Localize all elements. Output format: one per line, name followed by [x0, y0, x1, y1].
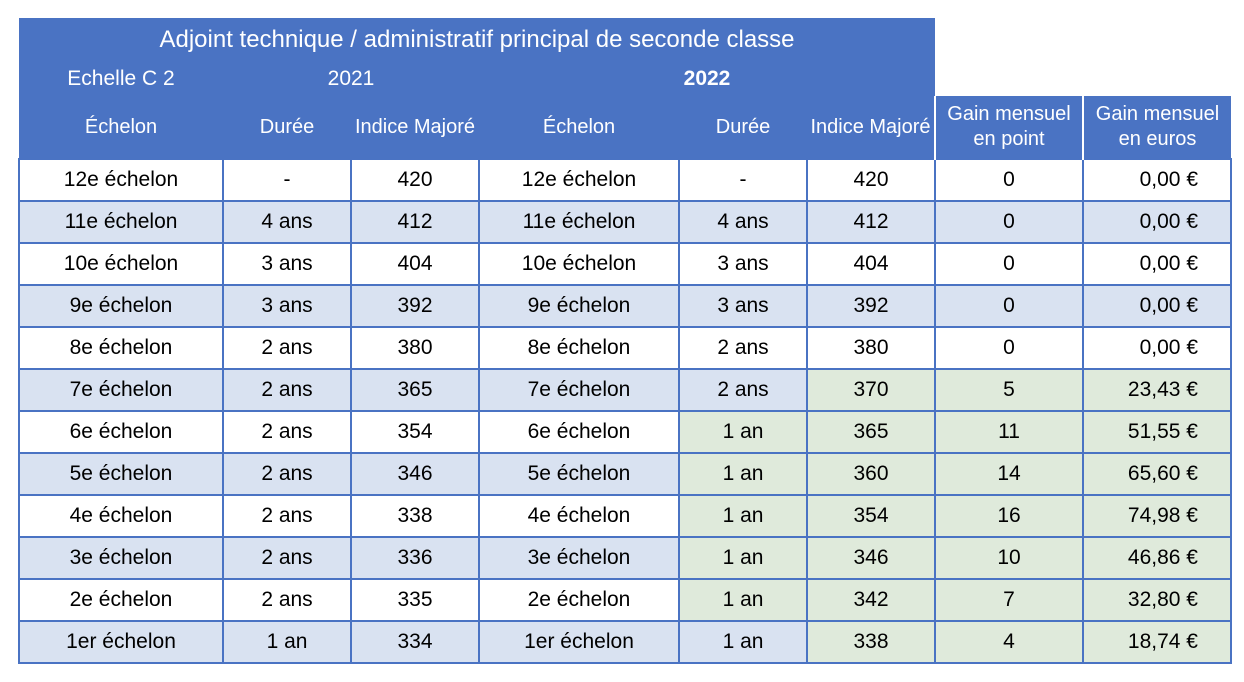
cell-dur2022: 1 an [679, 453, 807, 495]
cell-ech2022: 10e échelon [479, 243, 679, 285]
cell-dur2021: 2 ans [223, 369, 351, 411]
cell-ech2022: 4e échelon [479, 495, 679, 537]
cell-gain-eur: 18,74 € [1083, 621, 1231, 663]
column-header: Échelon [479, 96, 679, 159]
cell-im2022: 342 [807, 579, 935, 621]
column-header-row [19, 96, 1231, 159]
cell-im2022: 370 [807, 369, 935, 411]
cell-dur2022: 1 an [679, 495, 807, 537]
cell-dur2022: 3 ans [679, 243, 807, 285]
cell-im2022: 360 [807, 453, 935, 495]
cell-im2022: 380 [807, 327, 935, 369]
cell-dur2021: - [223, 159, 351, 201]
cell-im2022: 392 [807, 285, 935, 327]
cell-dur2021: 2 ans [223, 537, 351, 579]
cell-dur2021: 4 ans [223, 201, 351, 243]
cell-dur2021: 2 ans [223, 411, 351, 453]
column-header: Durée [223, 96, 351, 159]
cell-im2021: 334 [351, 621, 479, 663]
cell-ech2021: 12e échelon [19, 159, 223, 201]
cell-gain-eur: 0,00 € [1083, 159, 1231, 201]
column-header: Indice Majoré [807, 96, 935, 159]
cell-gain-eur: 65,60 € [1083, 453, 1231, 495]
cell-dur2021: 2 ans [223, 579, 351, 621]
cell-ech2022: 1er échelon [479, 621, 679, 663]
cell-im2021: 365 [351, 369, 479, 411]
cell-ech2021: 10e échelon [19, 243, 223, 285]
cell-dur2022: 2 ans [679, 369, 807, 411]
cell-ech2021: 8e échelon [19, 327, 223, 369]
cell-im2022: 346 [807, 537, 935, 579]
table-row [19, 201, 1231, 243]
cell-im2021: 412 [351, 201, 479, 243]
table-row [19, 621, 1231, 663]
cell-gain-pt: 0 [935, 159, 1083, 201]
cell-ech2022: 3e échelon [479, 537, 679, 579]
cell-dur2022: 1 an [679, 621, 807, 663]
cell-ech2022: 9e échelon [479, 285, 679, 327]
cell-ech2022: 5e échelon [479, 453, 679, 495]
scale-label: Echelle C 2 [19, 62, 223, 96]
cell-gain-pt: 5 [935, 369, 1083, 411]
cell-dur2021: 2 ans [223, 495, 351, 537]
cell-im2022: 354 [807, 495, 935, 537]
cell-dur2021: 3 ans [223, 285, 351, 327]
cell-gain-pt: 4 [935, 621, 1083, 663]
cell-im2021: 335 [351, 579, 479, 621]
cell-im2022: 338 [807, 621, 935, 663]
cell-dur2022: - [679, 159, 807, 201]
cell-dur2022: 1 an [679, 537, 807, 579]
table-row [19, 369, 1231, 411]
cell-dur2022: 1 an [679, 411, 807, 453]
cell-im2021: 336 [351, 537, 479, 579]
cell-gain-eur: 23,43 € [1083, 369, 1231, 411]
cell-gain-eur: 32,80 € [1083, 579, 1231, 621]
cell-ech2022: 12e échelon [479, 159, 679, 201]
cell-gain-pt: 10 [935, 537, 1083, 579]
cell-ech2022: 6e échelon [479, 411, 679, 453]
cell-dur2022: 2 ans [679, 327, 807, 369]
table-row [19, 411, 1231, 453]
cell-im2021: 404 [351, 243, 479, 285]
cell-dur2021: 2 ans [223, 453, 351, 495]
table-row [19, 285, 1231, 327]
column-header: Gain mensuel en point [935, 96, 1083, 159]
cell-dur2022: 3 ans [679, 285, 807, 327]
cell-gain-eur: 51,55 € [1083, 411, 1231, 453]
table-row [19, 495, 1231, 537]
cell-dur2022: 1 an [679, 579, 807, 621]
cell-ech2021: 1er échelon [19, 621, 223, 663]
cell-dur2021: 3 ans [223, 243, 351, 285]
cell-gain-pt: 16 [935, 495, 1083, 537]
cell-ech2021: 9e échelon [19, 285, 223, 327]
cell-im2021: 380 [351, 327, 479, 369]
cell-im2022: 412 [807, 201, 935, 243]
cell-gain-pt: 0 [935, 243, 1083, 285]
cell-dur2021: 1 an [223, 621, 351, 663]
year-2021: 2021 [223, 62, 479, 96]
year-2022: 2022 [479, 62, 935, 96]
cell-gain-eur: 74,98 € [1083, 495, 1231, 537]
column-header: Gain mensuel en euros [1083, 96, 1231, 159]
cell-gain-pt: 7 [935, 579, 1083, 621]
cell-im2022: 365 [807, 411, 935, 453]
cell-im2021: 346 [351, 453, 479, 495]
table-row [19, 453, 1231, 495]
cell-ech2021: 4e échelon [19, 495, 223, 537]
cell-ech2021: 6e échelon [19, 411, 223, 453]
table-title: Adjoint technique / administratif principal de seconde classe [19, 18, 935, 62]
cell-dur2022: 4 ans [679, 201, 807, 243]
table-row [19, 579, 1231, 621]
cell-gain-eur: 0,00 € [1083, 285, 1231, 327]
column-header: Indice Majoré [351, 96, 479, 159]
column-header: Durée [679, 96, 807, 159]
table-row [19, 327, 1231, 369]
table-row [19, 159, 1231, 201]
cell-gain-pt: 0 [935, 285, 1083, 327]
cell-gain-pt: 11 [935, 411, 1083, 453]
cell-gain-eur: 46,86 € [1083, 537, 1231, 579]
cell-im2021: 392 [351, 285, 479, 327]
cell-im2022: 420 [807, 159, 935, 201]
cell-ech2021: 2e échelon [19, 579, 223, 621]
cell-ech2022: 8e échelon [479, 327, 679, 369]
cell-ech2021: 3e échelon [19, 537, 223, 579]
cell-ech2022: 7e échelon [479, 369, 679, 411]
cell-dur2021: 2 ans [223, 327, 351, 369]
cell-ech2022: 2e échelon [479, 579, 679, 621]
cell-im2021: 354 [351, 411, 479, 453]
cell-gain-eur: 0,00 € [1083, 243, 1231, 285]
cell-ech2022: 11e échelon [479, 201, 679, 243]
grade-table [18, 18, 1232, 664]
table-row [19, 537, 1231, 579]
cell-ech2021: 5e échelon [19, 453, 223, 495]
table-row [19, 243, 1231, 285]
cell-gain-pt: 0 [935, 327, 1083, 369]
cell-gain-pt: 14 [935, 453, 1083, 495]
cell-gain-eur: 0,00 € [1083, 201, 1231, 243]
cell-im2021: 338 [351, 495, 479, 537]
column-header: Échelon [19, 96, 223, 159]
cell-gain-pt: 0 [935, 201, 1083, 243]
cell-ech2021: 11e échelon [19, 201, 223, 243]
cell-ech2021: 7e échelon [19, 369, 223, 411]
cell-gain-eur: 0,00 € [1083, 327, 1231, 369]
cell-im2021: 420 [351, 159, 479, 201]
cell-im2022: 404 [807, 243, 935, 285]
